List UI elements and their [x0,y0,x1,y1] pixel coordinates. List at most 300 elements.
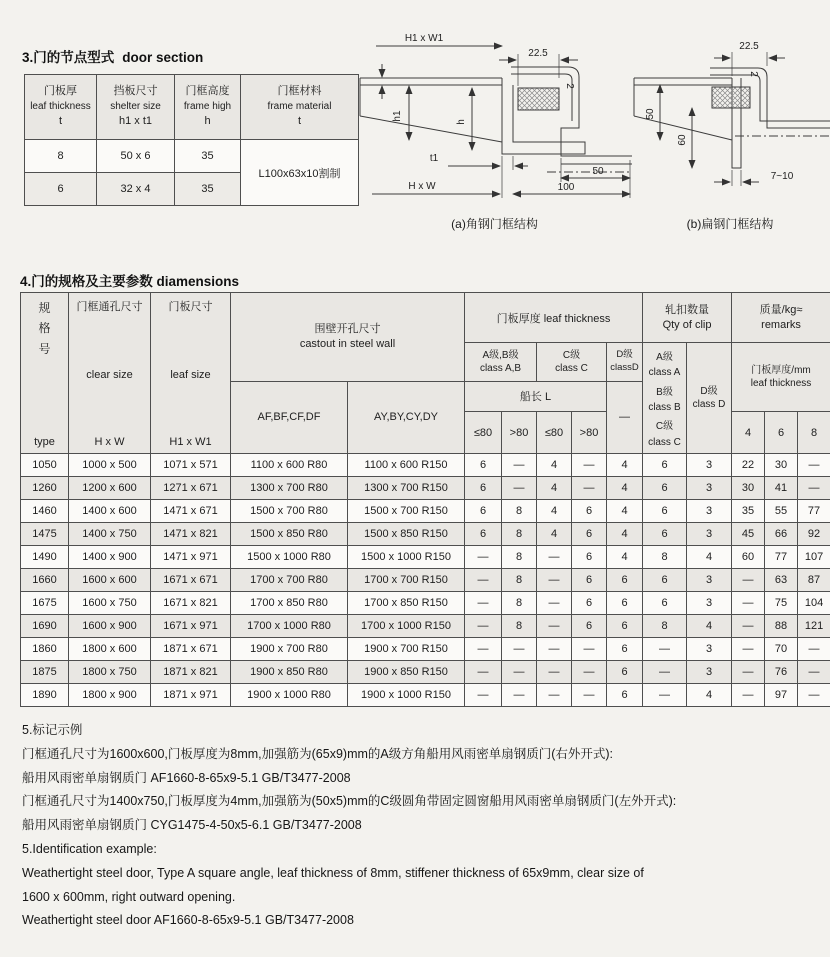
dim-label-22-5: 22.5 [528,48,548,59]
col-header-clear-size [69,293,151,454]
cell-c_gt80: — [572,477,607,500]
cell-ab_le80: — [465,615,502,638]
cell-clip_d: 3 [687,638,732,661]
cell-t4: — [732,569,765,592]
door-section-row [25,140,359,173]
cell-t8: 92 [798,523,830,546]
cell-ab_gt80: 8 [502,546,537,569]
frame-material-sym: t [297,115,302,128]
dim-label-hxw: H x W [408,181,436,192]
cell-clip_abc: 8 [643,546,687,569]
spec-table [20,292,830,707]
dim-label-60: 60 [677,134,688,146]
group-header-leaf-thickness [465,293,643,343]
cell-clip_abc: 6 [643,500,687,523]
clip-b-cn: B级 [656,386,673,398]
cell-t4: — [732,592,765,615]
cell-leaf: 1471 x 671 [151,500,231,523]
cell-t8: — [798,661,830,684]
cell-clip_abc: — [643,638,687,661]
leaf-thickness-sym: t [58,115,63,128]
cell-c_le80: 4 [537,454,572,477]
spec-row-1890 [21,684,830,707]
cell-clip_abc: — [643,661,687,684]
cell-c_le80: — [537,569,572,592]
cell-d: 6 [607,569,643,592]
cell-t8: 121 [798,615,830,638]
header-frame-high [175,75,241,140]
dim-label-h1w1: H1 x W1 [404,33,444,44]
subheader-castout-y [348,381,465,454]
cell-d: 4 [607,546,643,569]
cell-cast_f: 1100 x 600 R80 [231,454,348,477]
cell-t6: 63 [765,569,798,592]
cell-c_le80: — [537,615,572,638]
cell-leaf: 1071 x 571 [151,454,231,477]
cell-clip_d: 3 [687,661,732,684]
cell-leaf: 1471 x 971 [151,546,231,569]
subheader-class-ab [465,343,537,382]
figure-b-labels [645,41,794,182]
frame-high-cn: 门框高度 [185,84,230,97]
cell-ab_le80: — [465,592,502,615]
frame-material-en: frame material [267,100,332,112]
cell-type: 1050 [21,454,69,477]
cell-shelter: 50 x 6 [97,140,175,173]
cell-clip_abc: 6 [643,569,687,592]
cell-c_le80: 4 [537,500,572,523]
cell-cast_y: 1900 x 850 R150 [348,661,465,684]
section3-title-cn: 3.门的节点型式 [22,50,115,65]
spec-header-row-1 [21,293,830,343]
cell-t6: 77 [765,546,798,569]
cell-cast_y: 1500 x 1000 R150 [348,546,465,569]
cell-clip_d: 3 [687,569,732,592]
cell-cast_f: 1700 x 700 R80 [231,569,348,592]
cell-t4: — [732,684,765,707]
cell-ab_gt80: 8 [502,592,537,615]
cell-d: 6 [607,638,643,661]
cell-clip_d: 3 [687,592,732,615]
cell-cast_f: 1500 x 850 R80 [231,523,348,546]
cell-t4: — [732,661,765,684]
cell-cast_f: 1700 x 1000 R80 [231,615,348,638]
cell-clip_d: 3 [687,500,732,523]
cell-t4: 22 [732,454,765,477]
dim-label-gap2: 2 [748,71,759,77]
t4-label: 4 [744,426,752,439]
cell-ab_le80: — [465,661,502,684]
clip-a-cn: A级 [656,352,673,364]
thickness-en: leaf thickness [543,312,611,325]
cell-cast_y: 1100 x 600 R150 [348,454,465,477]
header-leaf-thickness [25,75,97,140]
cell-ab_le80: 6 [465,454,502,477]
cell-thickness: 6 [25,173,97,206]
spec-row-1690 [21,615,830,638]
subheader-castout-f [231,381,348,454]
leaf-size-cn: 门板尺寸 [168,301,213,313]
subheader-le80-c [537,412,572,454]
cell-t6: 75 [765,592,798,615]
cell-ab_le80: — [465,569,502,592]
cell-d: 4 [607,500,643,523]
cell-clip_d: 4 [687,684,732,707]
clip-b-en: class B [648,402,681,414]
shelter-size-sym: h1 x t1 [118,115,153,128]
dim-label-50: 50 [592,166,604,177]
cell-t6: 76 [765,661,798,684]
cell-t8: 107 [798,546,830,569]
cell-clip_abc: 6 [643,523,687,546]
cell-t8: 104 [798,592,830,615]
cell-clear: 1600 x 600 [69,569,151,592]
subheader-dash-d [607,381,643,454]
cell-t8: — [798,477,830,500]
dim-label-7-10: 7~10 [770,171,794,182]
clip-d-cn: D级 [700,386,718,397]
section4-title-text: 4.门的规格及主要参数 diamensions [20,274,240,289]
cell-cast_y: 1500 x 850 R150 [348,523,465,546]
clip-c-en: class C [648,436,681,448]
class-c-en: class C [555,362,588,374]
cell-cast_y: 1900 x 1000 R150 [348,684,465,707]
cell-t6: 70 [765,638,798,661]
leaf-thickness-cn: 门板厚 [44,84,77,97]
cell-clip_abc: — [643,684,687,707]
leaf-size-en: leaf size [170,369,211,381]
t8-label: 8 [810,426,818,439]
cell-t8: 77 [798,500,830,523]
cell-t6: 66 [765,523,798,546]
header-shelter-size [97,75,175,140]
clear-size-sym: H x W [94,436,125,448]
cell-shelter: 32 x 4 [97,173,175,206]
cell-c_gt80: 6 [572,546,607,569]
cell-d: 6 [607,661,643,684]
cell-d: 6 [607,615,643,638]
note-line: Weathertight steel door, Type A square angle, leaf thickness of 8mm, stiffener thickness of 65x9mm, clear size of [22,865,644,880]
cell-cast_f: 1900 x 850 R80 [231,661,348,684]
type-label-en: type [34,436,55,448]
cell-thickness: 8 [25,140,97,173]
cell-leaf: 1271 x 671 [151,477,231,500]
cell-t8: 87 [798,569,830,592]
cell-ab_gt80: — [502,454,537,477]
cell-leaf: 1871 x 971 [151,684,231,707]
clip-a-en: class A [648,367,681,379]
class-ab-en: class A,B [479,362,522,374]
cell-t6: 41 [765,477,798,500]
subheader-leaf-thickness-mm [732,343,830,412]
bulkhead-plate [360,78,502,142]
figure-a [352,28,637,232]
identification-notes [22,719,814,933]
cell-cast_f: 1900 x 1000 R80 [231,684,348,707]
figure-b-drawing [630,28,830,208]
cell-clip_abc: 6 [643,592,687,615]
figure-b-caption: (b)扁钢门框结构 [686,217,774,231]
cell-clip_d: 3 [687,477,732,500]
subheader-t6 [765,412,798,454]
clear-size-en: clear size [86,369,133,381]
dim-label-gap2: 2 [564,83,575,89]
cell-ab_gt80: — [502,661,537,684]
cell-type: 1660 [21,569,69,592]
dim-label-h: h [456,119,467,125]
cell-leaf: 1471 x 821 [151,523,231,546]
cell-type: 1675 [21,592,69,615]
class-c-cn: C级 [562,349,581,361]
cell-ab_le80: 6 [465,500,502,523]
cell-c_gt80: — [572,454,607,477]
cell-ab_le80: 6 [465,523,502,546]
cell-type: 1460 [21,500,69,523]
cell-leaf: 1671 x 821 [151,592,231,615]
cell-ab_gt80: — [502,638,537,661]
cell-t4: 45 [732,523,765,546]
leaf-size-sym: H1 x W1 [169,436,212,448]
frame-material-cn: 门框材料 [277,84,322,97]
cell-c_gt80: 6 [572,592,607,615]
figure-b [630,28,830,232]
cell-type: 1490 [21,546,69,569]
clip-c-cn: C级 [655,421,674,433]
cell-d: 4 [607,454,643,477]
cell-t6: 30 [765,454,798,477]
cell-t6: 97 [765,684,798,707]
cell-clip_d: 4 [687,546,732,569]
cell-type: 1260 [21,477,69,500]
cell-clear: 1600 x 900 [69,615,151,638]
cell-clear: 1800 x 600 [69,638,151,661]
col-header-type [21,293,69,454]
cell-cast_y: 1900 x 700 R150 [348,638,465,661]
shelter-size-en: shelter size [110,100,161,112]
cell-ab_gt80: — [502,684,537,707]
subheader-clip-d [687,343,732,454]
spec-row-1050 [21,454,830,477]
cell-cast_f: 1300 x 700 R80 [231,477,348,500]
cell-c_le80: 4 [537,523,572,546]
cell-leaf: 1871 x 821 [151,661,231,684]
subheader-t8 [798,412,830,454]
cell-c_le80: — [537,592,572,615]
cell-ab_gt80: 8 [502,500,537,523]
clear-size-cn: 门框通孔尺寸 [76,301,143,313]
cell-c_gt80: — [572,661,607,684]
cell-cast_f: 1500 x 700 R80 [231,500,348,523]
gasket-hatch [518,88,559,110]
cell-t8: — [798,638,830,661]
thickness-mm-en: leaf thickness [750,378,812,389]
castout-f-label: AF,BF,CF,DF [257,411,321,424]
cell-clear: 1400 x 600 [69,500,151,523]
dim-label-100: 100 [557,182,575,193]
dim-label-22-5: 22.5 [739,41,759,52]
cell-type: 1690 [21,615,69,638]
note-line: 5.Identification example: [22,841,157,856]
cell-t4: — [732,615,765,638]
gt80-c-label: >80 [579,426,599,439]
clip-qty-en: Qty of clip [662,318,712,331]
cell-frame-material: L100x63x10割制 [241,140,359,206]
ship-length-label: 船长 L [519,391,552,404]
dim-label-h1: h1 [392,110,403,122]
cell-leaf: 1671 x 971 [151,615,231,638]
cell-ab_le80: — [465,684,502,707]
cell-clip_d: 4 [687,615,732,638]
subheader-class-d [607,343,643,382]
figure-b-geometry [634,52,830,186]
door-section-header-row [25,75,359,140]
cell-cast_f: 1700 x 850 R80 [231,592,348,615]
cell-c_le80: — [537,638,572,661]
cell-type: 1860 [21,638,69,661]
mass-cn: 质量/kg≈ [759,304,803,317]
cell-type: 1475 [21,523,69,546]
cell-t8: — [798,684,830,707]
dim-label-50: 50 [645,108,656,120]
class-d-en: classD [610,361,639,373]
cell-ab_le80: 6 [465,477,502,500]
class-ab-cn: A级,B级 [482,349,519,361]
cell-t8: — [798,454,830,477]
frame-high-en: frame high [183,100,232,112]
clip-qty-cn: 轧扣数量 [665,304,710,317]
group-header-clip-qty [643,293,732,343]
cell-clear: 1400 x 750 [69,523,151,546]
cell-d: 6 [607,592,643,615]
cell-c_gt80: — [572,638,607,661]
section3-title-en: door section [122,50,204,65]
cell-ab_gt80: 8 [502,523,537,546]
cell-clear: 1800 x 900 [69,684,151,707]
le80-c-label: ≤80 [544,426,564,439]
cell-ab_le80: — [465,546,502,569]
cell-clear: 1200 x 600 [69,477,151,500]
group-header-castout [231,293,465,382]
figure-a-caption: (a)角钢门框结构 [451,217,538,231]
note-line: 船用风雨密单扇钢质门 CYG1475-4-50x5-6.1 GB/T3477-2008 [22,818,362,833]
cell-cast_f: 1500 x 1000 R80 [231,546,348,569]
cell-cast_y: 1700 x 700 R150 [348,569,465,592]
cell-ab_gt80: 8 [502,569,537,592]
figure-a-drawing [352,28,637,208]
cell-clip_d: 3 [687,454,732,477]
cell-cast_y: 1700 x 1000 R150 [348,615,465,638]
thickness-mm-cn: 门板厚度/mm [751,365,811,376]
gasket-hatch [712,87,750,108]
cell-clip_abc: 8 [643,615,687,638]
cell-c_gt80: 6 [572,615,607,638]
cell-cast_y: 1300 x 700 R150 [348,477,465,500]
cell-t4: 60 [732,546,765,569]
le80-ab-label: ≤80 [473,426,493,439]
cell-c_gt80: 6 [572,523,607,546]
cell-c_le80: 4 [537,477,572,500]
spec-row-1260 [21,477,830,500]
class-d-cn: D级 [616,349,633,361]
cell-clip_abc: 6 [643,477,687,500]
castout-y-label: AY,BY,CY,DY [374,411,439,424]
spec-row-1475 [21,523,830,546]
door-section-table [24,74,359,206]
cell-ab_gt80: 8 [502,615,537,638]
cell-t6: 88 [765,615,798,638]
shelter-size-cn: 挡板尺寸 [113,84,158,97]
spec-row-1875 [21,661,830,684]
t6-label: 6 [777,426,785,439]
cell-type: 1875 [21,661,69,684]
cell-ab_gt80: — [502,477,537,500]
subheader-gt80-ab [502,412,537,454]
cell-frame-high: 35 [175,173,241,206]
cell-d: 4 [607,523,643,546]
cell-ab_le80: — [465,638,502,661]
castout-en: castout in steel wall [299,337,396,350]
frame-high-sym: h [204,115,211,128]
spec-table-body [21,454,830,707]
note-line: 1600 x 600mm, right outward opening. [22,889,236,904]
cell-cast_y: 1700 x 850 R150 [348,592,465,615]
mass-en: remarks [761,318,801,331]
note-line: 门框通孔尺寸为1600x600,门板厚度为8mm,加强筋为(65x9)mm的A级方角船用风雨密单扇钢质门(右外开式): [22,746,614,761]
header-frame-material [241,75,359,140]
spec-row-1675 [21,592,830,615]
cell-clip_abc: 6 [643,454,687,477]
section4-title [20,270,239,290]
cell-t4: 30 [732,477,765,500]
spec-row-1660 [21,569,830,592]
subheader-ship-length [465,381,607,412]
col-header-leaf-size [151,293,231,454]
subheader-gt80-c [572,412,607,454]
door-leaf [511,67,632,164]
cell-clear: 1600 x 750 [69,592,151,615]
subheader-t4 [732,412,765,454]
cell-c_le80: — [537,546,572,569]
note-line: 5.标记示例 [22,723,83,737]
note-line: 门框通孔尺寸为1400x750,门板厚度为4mm,加强筋为(50x5)mm的C级圆角带固定圆窗船用风雨密单扇钢质门(左外开式): [22,794,677,809]
section3-title [22,46,203,66]
leaf-thickness-en: leaf thickness [30,100,91,112]
cell-c_le80: — [537,661,572,684]
cell-type: 1890 [21,684,69,707]
castout-cn: 围壁开孔尺寸 [314,323,381,336]
cell-cast_f: 1900 x 700 R80 [231,638,348,661]
cell-c_gt80: 6 [572,500,607,523]
subheader-clip-abc [643,343,687,454]
type-label-cn: 规格号 [38,301,51,356]
clip-d-en: class D [692,399,726,410]
group-header-mass-remarks [732,293,830,343]
gt80-ab-label: >80 [509,426,529,439]
cell-clip_d: 3 [687,523,732,546]
spec-row-1860 [21,638,830,661]
cell-clear: 1400 x 900 [69,546,151,569]
cell-t4: — [732,638,765,661]
cell-clear: 1800 x 750 [69,661,151,684]
cell-t4: 35 [732,500,765,523]
cell-leaf: 1871 x 671 [151,638,231,661]
cell-c_gt80: — [572,684,607,707]
note-line: Weathertight steel door AF1660-8-65x9-5.1 GB/T3477-2008 [22,913,354,928]
cell-clear: 1000 x 500 [69,454,151,477]
cell-frame-high: 35 [175,140,241,173]
cell-c_le80: — [537,684,572,707]
subheader-class-c [537,343,607,382]
